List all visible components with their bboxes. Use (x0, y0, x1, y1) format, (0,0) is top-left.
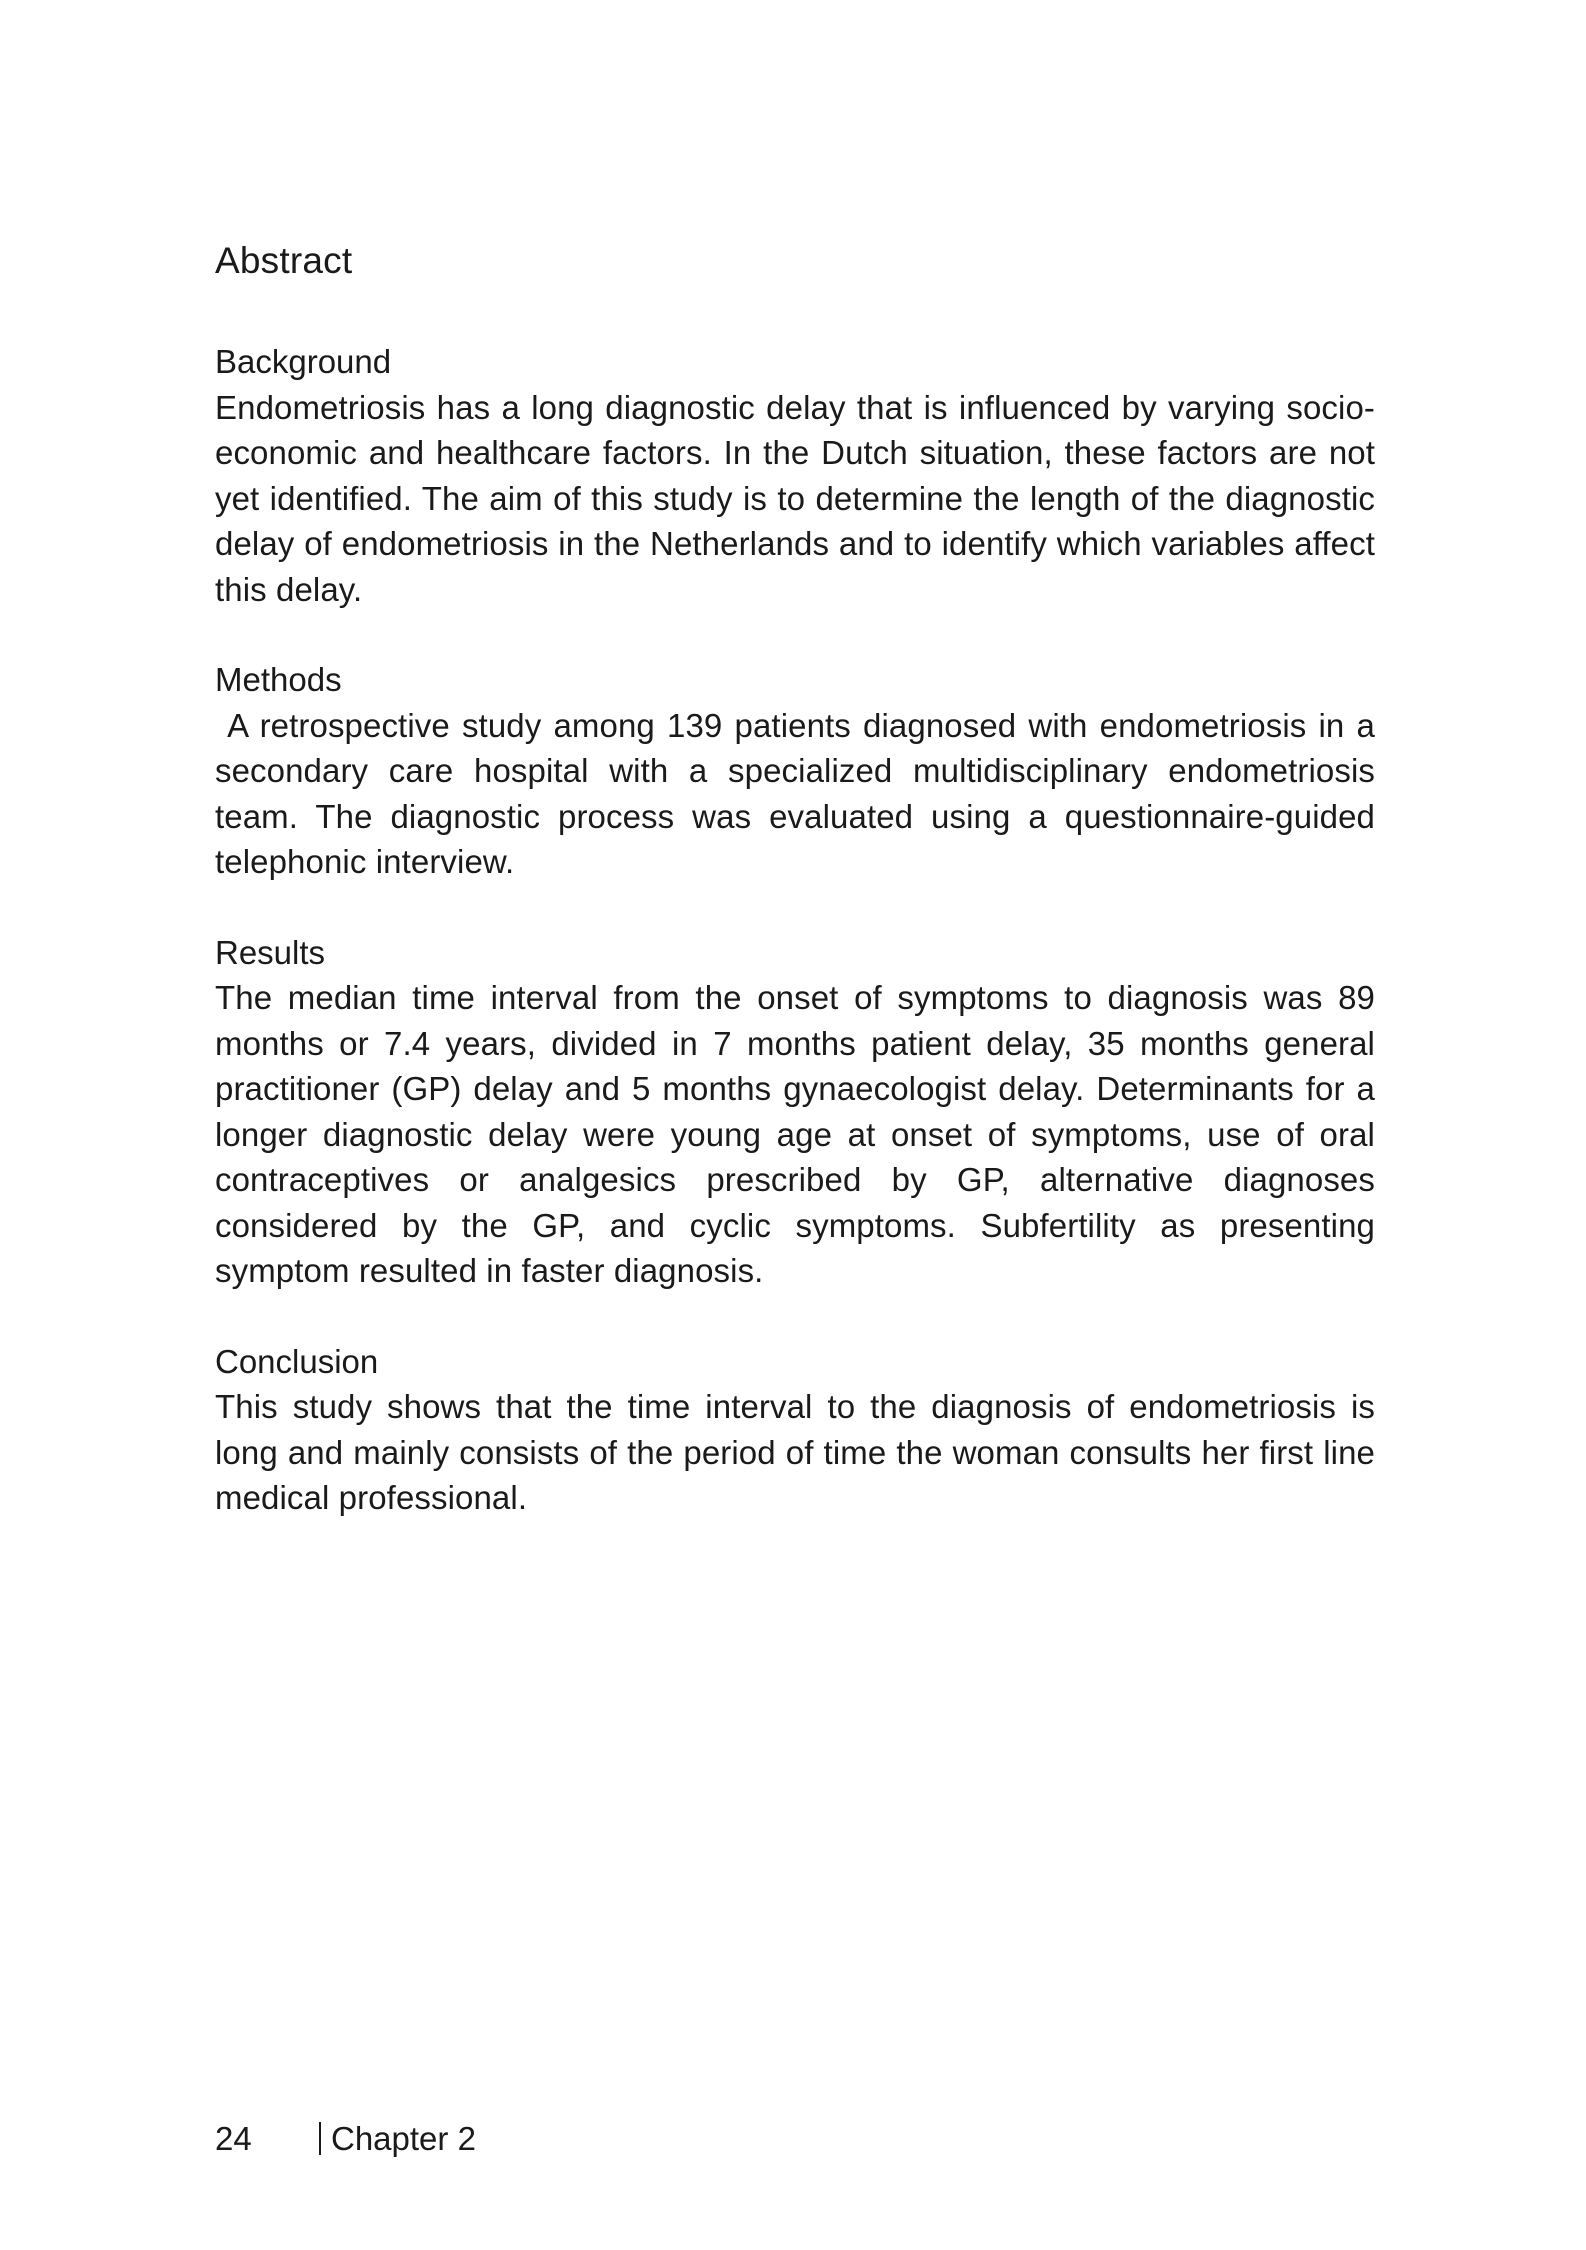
section-results (215, 930, 1375, 1294)
chapter-label: Chapter 2 (331, 2120, 476, 2157)
section-text: The median time interval from the onset of symptoms to diagnosis was 89 months or 7.4 years, divided in 7 months patient delay, 35 months general practitioner (GP) delay and 5 months gynaecologist delay. Determinants for a longer diagnostic delay were young age at onset of symptoms, use of oral contraceptives or analgesics prescribed by GP, alternative diagnoses considered by the GP, and cyclic symptoms. Subfertility as presenting symptom resulted in faster diagnosis. (215, 979, 1375, 1289)
section-heading: Conclusion (215, 1342, 379, 1380)
section-methods (215, 657, 1385, 885)
page-footer (215, 2117, 476, 2160)
section-heading: Results (215, 933, 326, 971)
page-number: 24 (215, 2120, 252, 2157)
section-text: This study shows that the time interval to the diagnosis of endometriosis is long and mainly consists of the period of time the woman consults her first line medical professional. (215, 1388, 1375, 1516)
abstract-content (215, 232, 1385, 1566)
abstract-title: Abstract (215, 240, 353, 281)
section-text: Endometriosis has a long diagnostic delay that is influenced by varying socio-economic and healthcare factors. In the Dutch situation, these factors are not yet identified. The aim of this study is to determine the length of the diagnostic delay of endometriosis in the Netherlands and to identify which variables affect this delay. (215, 388, 1375, 608)
section-heading: Background (215, 343, 392, 380)
section-text: A retrospective study among 139 patients diagnosed with endometriosis in a secondary care hospital with a specialized multidisciplinary endometriosis team. The diagnostic process was evaluated using a questionnaire-guided telephonic interview. (215, 706, 1385, 880)
section-background (215, 339, 1375, 612)
section-heading: Methods (215, 661, 342, 698)
footer-divider (319, 2122, 321, 2155)
section-conclusion (215, 1339, 1375, 1521)
